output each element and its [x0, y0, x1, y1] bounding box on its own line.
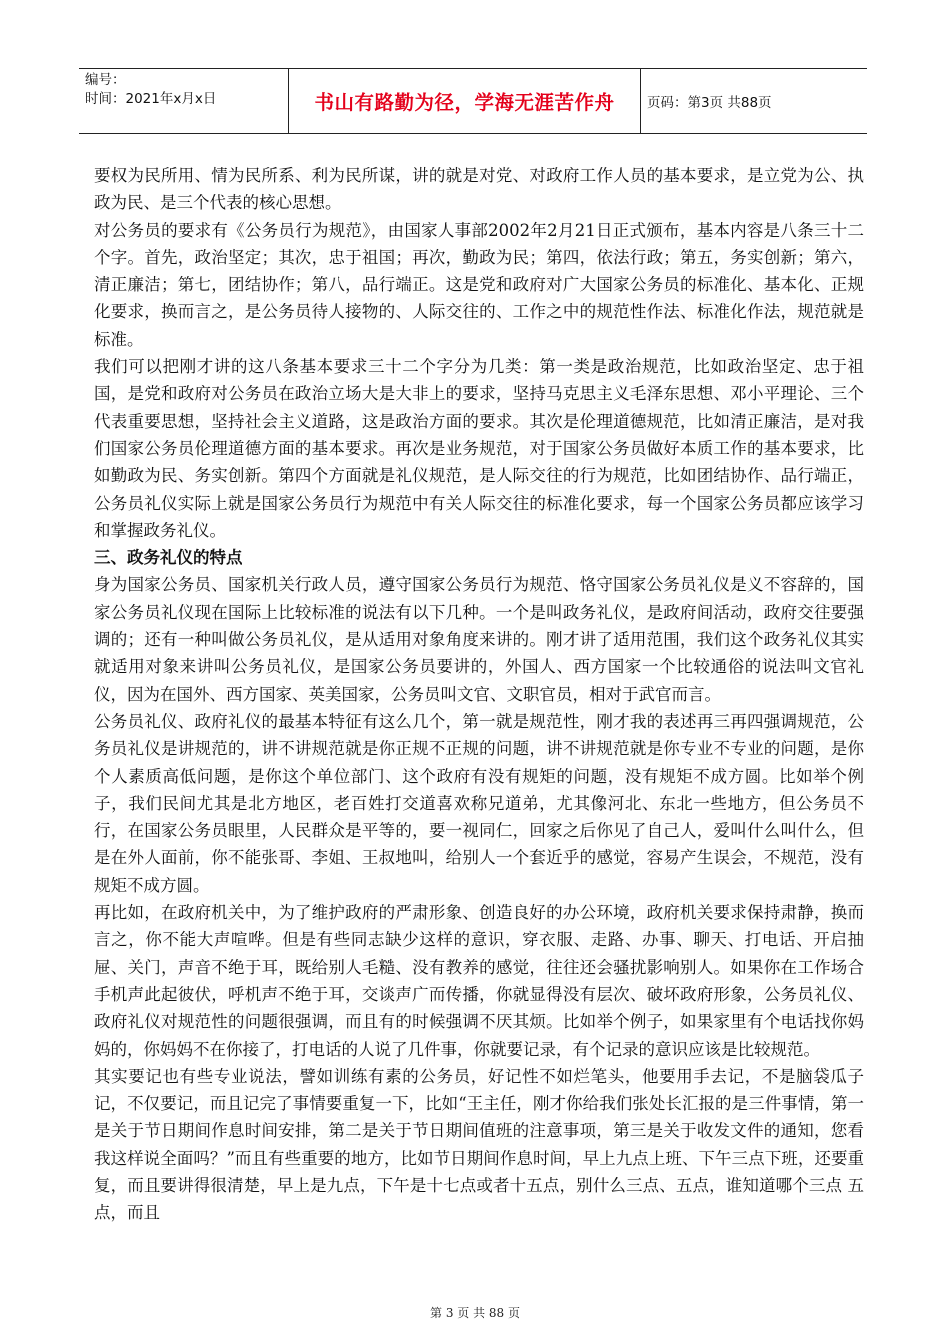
paragraph: 公务员礼仪、政府礼仪的最基本特征有这么几个，第一就是规范性，刚才我的表述再三再四强调规范，公务员礼仪是讲规范的，讲不讲规范就是你正规不正规的问题，讲不讲规范就是你专业不专业的问题，是你个人素质高低问题，是你这个单位部门、这个政府有没有规矩的问题，没有规矩不成方圆。比如举个例子，我们民间尤其是北方地区，老百姓打交道喜欢称兄道弟，尤其像河北、东北一些地方，但公务员不行，在国家公务员眼里，人民群众是平等的，要一视同仁，回家之后你见了自己人，爱叫什么叫什么，但是在外人面前，你不能张哥、李姐、王叔地叫，给别人一个套近乎的感觉，容易产生误会，不规范，没有规矩不成方圆。 [94, 711, 864, 895]
section-heading: 三、政务礼仪的特点 [94, 548, 243, 568]
header-page-info: 页码：第3页 共88页 [647, 95, 772, 111]
document-date-label: 时间：2021年x月x日 [85, 91, 217, 107]
page-header [79, 68, 867, 134]
paragraph: 再比如，在政府机关中，为了维护政府的严肃形象、创造良好的办公环境，政府机关要求保持肃静，换而言之，你不能大声喧哗。但是有些同志缺少这样的意识，穿衣服、走路、办事、聊天、打电话、开启抽屉、关门，声音不绝于耳，既给别人毛糙、没有教养的感觉，往往还会骚扰影响别人。如果你在工作场合手机声此起彼伏，呼机声不绝于耳，交谈声广而传播，你就显得没有层次、破坏政府形象，公务员礼仪、政府礼仪对规范性的问题很强调，而且有的时候强调不厌其烦。比如举个例子，如果家里有个电话找你妈妈的，你妈妈不在你接了，打电话的人说了几件事，你就要记录，有个记录的意识应该是比较规范。 [94, 903, 864, 1059]
header-meta [79, 69, 289, 133]
paragraph: 要权为民所用、情为民所系、利为民所谋，讲的就是对党、对政府工作人员的基本要求，是立党为公、执政为民、是三个代表的核心思想。 [94, 166, 864, 213]
paragraph: 对公务员的要求有《公务员行为规范》，由国家人事部2002年2月21日正式颁布，基本内容是八条三十二个字。首先，政治坚定；其次，忠于祖国；再次，勤政为民；第四，依法行政；第五，务实创新；第六，清正廉洁；第七，团结协作；第八，品行端正。这是党和政府对广大国家公务员的标准化、基本化、正规化要求，换而言之，是公务员待人接物的、人际交往的、工作之中的规范性作法、标准化作法，规范就是标准。 [94, 220, 864, 349]
paragraph: 我们可以把刚才讲的这八条基本要求三十二个字分为几类：第一类是政治规范，比如政治坚定、忠于祖国，是党和政府对公务员在政治立场大是大非上的要求，坚持马克思主义毛泽东思想、邓小平理论、三个代表重要思想，坚持社会主义道路，这是政治方面的要求。其次是伦理道德规范，比如清正廉洁，是对我们国家公务员伦理道德方面的基本要求。再次是业务规范，对于国家公务员做好本质工作的基本要求，比如勤政为民、务实创新。第四个方面就是礼仪规范，是人际交往的行为规范，比如团结协作、品行端正，公务员礼仪实际上就是国家公务员行为规范中有关人际交往的标准化要求，每一个国家公务员都应该学习和掌握政务礼仪。 [94, 357, 864, 540]
paragraph: 身为国家公务员、国家机关行政人员，遵守国家公务员行为规范、恪守国家公务员礼仪是义不容辞的，国家公务员礼仪现在国际上比较标准的说法有以下几种。一个是叫政务礼仪，是政府间活动，政府交往要强调的；还有一种叫做公务员礼仪，是从适用对象角度来讲的。刚才讲了适用范围，我们这个政务礼仪其实就适用对象来讲叫公务员礼仪，是国家公务员要讲的，外国人、西方国家一个比较通俗的说法叫文官礼仪，因为在国外、西方国家、英美国家，公务员叫文官、文职官员，相对于武官而言。 [94, 575, 864, 704]
page-footer: 第 3 页 共 88 页 [430, 1306, 520, 1320]
document-number-label: 编号： [85, 72, 126, 88]
document-body [94, 162, 864, 1227]
header-motto: 书山有路勤为径，学海无涯苦作舟 [289, 69, 641, 133]
paragraph: 其实要记也有些专业说法，譬如训练有素的公务员，好记性不如烂笔头，他要用手去记，不是脑袋瓜子记，不仅要记，而且记完了事情要重复一下，比如“王主任，刚才你给我们张处长汇报的是三件事情，第一是关于节日期间作息时间安排，第二是关于节日期间值班的注意事项，第三是关于收发文件的通知，您看我这样说全面吗？”而且有些重要的地方，比如节日期间作息时间，早上九点上班、下午三点下班，还要重复，而且要讲得很清楚，早上是九点，下午是十七点或者十五点，别什么三点、五点，谁知道哪个三点 五点，而且 [94, 1066, 864, 1223]
